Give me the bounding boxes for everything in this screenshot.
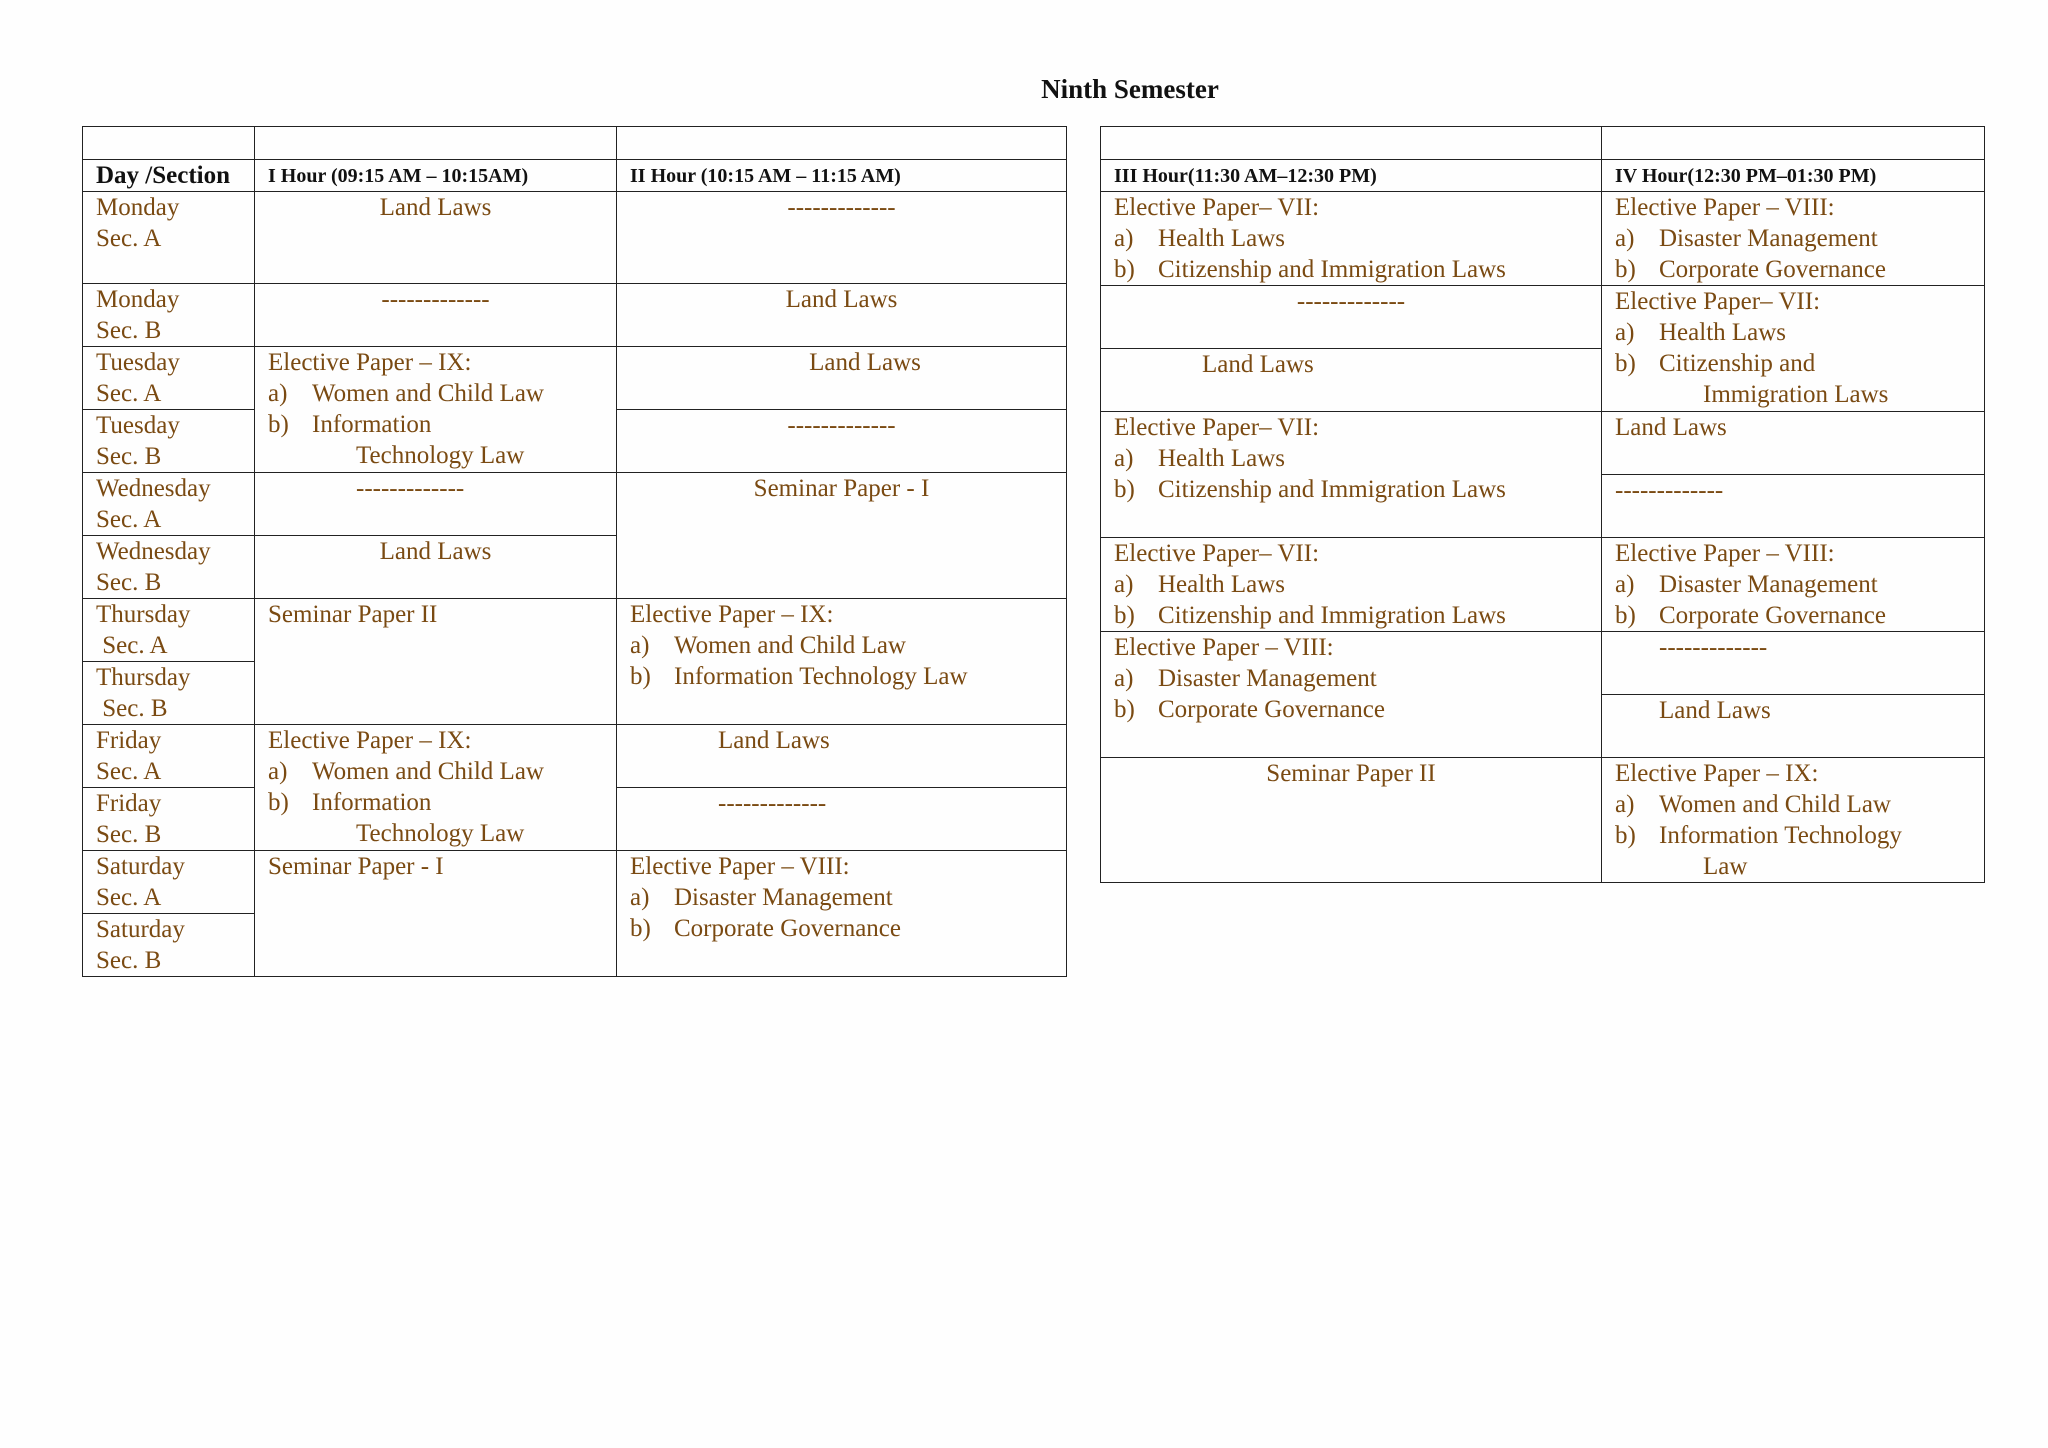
list-item: Health Laws — [1158, 225, 1286, 252]
table-row — [83, 851, 1067, 914]
list-marker: a) — [1114, 445, 1134, 472]
day-label: Tuesday Sec. B — [96, 412, 180, 470]
list-marker: a) — [268, 380, 288, 407]
elective-ix-cell — [255, 725, 617, 851]
day-section-header: Day /Section — [83, 160, 255, 192]
day-label: Saturday Sec. B — [96, 916, 185, 974]
empty-slot: ------------- — [787, 194, 896, 221]
elective-heading: Elective Paper – VIII: — [1615, 194, 1835, 221]
table-row — [83, 725, 1067, 788]
subject-seminar-1: Seminar Paper - I — [268, 853, 444, 880]
list-item: Disaster Management — [1659, 225, 1878, 252]
empty-slot: ------------- — [718, 790, 827, 817]
day-label: Wednesday Sec. B — [96, 538, 211, 596]
hour-3-header: III Hour(11:30 AM–12:30 PM) — [1101, 160, 1602, 192]
elective-heading: Elective Paper – IX: — [1615, 760, 1819, 787]
day-label: Friday Sec. A — [96, 727, 162, 785]
hour-1-header: I Hour (09:15 AM – 10:15AM) — [255, 160, 617, 192]
day-label: Friday Sec. B — [96, 790, 162, 848]
elective-vii-cell — [1101, 412, 1602, 538]
elective-vii-cell — [1101, 538, 1602, 632]
elective-vii-cell — [1602, 286, 1985, 412]
list-item: Citizenship and Immigration Laws — [1158, 476, 1506, 503]
list-marker: a) — [1615, 571, 1635, 598]
elective-ix-cell — [617, 599, 1067, 725]
list-marker: a) — [1114, 665, 1134, 692]
list-item: Health Laws — [1659, 319, 1787, 346]
list-marker: a) — [1615, 791, 1635, 818]
empty-slot: ------------- — [787, 412, 896, 439]
subject-land-laws: Land Laws — [1202, 351, 1314, 378]
list-marker: b) — [1615, 256, 1636, 283]
subject-seminar-2: Seminar Paper II — [268, 601, 438, 628]
list-marker: a) — [1114, 571, 1134, 598]
list-item: Health Laws — [1158, 445, 1286, 472]
list-item: Health Laws — [1158, 571, 1286, 598]
list-item: Women and Child Law — [1659, 791, 1891, 818]
table-row — [83, 284, 1067, 347]
elective-viii-cell — [1101, 632, 1602, 758]
day-label: Wednesday Sec. A — [96, 475, 211, 533]
list-marker: b) — [630, 915, 651, 942]
subject-land-laws: Land Laws — [718, 727, 830, 754]
elective-heading: Elective Paper– VII: — [1114, 414, 1320, 441]
elective-heading: Elective Paper – IX: — [630, 601, 834, 628]
day-label: Monday Sec. B — [96, 286, 180, 344]
list-item: Citizenship and Immigration Laws — [1158, 256, 1506, 283]
subject-land-laws: Land Laws — [379, 538, 492, 565]
subject-land-laws: Land Laws — [1659, 697, 1771, 724]
subject-land-laws: Land Laws — [785, 286, 898, 313]
list-item: Disaster Management — [1659, 571, 1878, 598]
list-marker: b) — [1114, 696, 1135, 723]
list-item: Corporate Governance — [1659, 256, 1886, 283]
list-marker: a) — [1615, 319, 1635, 346]
list-marker: b) — [1615, 822, 1636, 849]
elective-heading: Elective Paper– VII: — [1114, 194, 1320, 221]
elective-vii-cell — [1101, 192, 1602, 286]
blank-row — [1101, 127, 1985, 160]
list-item: Disaster Management — [674, 884, 893, 911]
list-item: Information — [312, 789, 432, 816]
list-item-continuation: Immigration Laws — [1703, 381, 1889, 408]
list-item: Information Technology Law — [674, 663, 968, 690]
list-marker: b) — [1114, 476, 1135, 503]
elective-heading: Elective Paper– VII: — [1114, 540, 1320, 567]
day-label: Tuesday Sec. A — [96, 349, 180, 407]
day-label: Thursday Sec. B — [96, 664, 191, 722]
list-item: Women and Child Law — [312, 758, 544, 785]
elective-heading: Elective Paper – VIII: — [1615, 540, 1835, 567]
subject-land-laws: Land Laws — [1615, 414, 1727, 441]
table-row — [1101, 412, 1985, 475]
subject-seminar-1: Seminar Paper - I — [753, 475, 930, 502]
list-marker: a) — [1114, 225, 1134, 252]
elective-viii-cell — [1602, 538, 1985, 632]
list-item-continuation: Law — [1703, 853, 1748, 880]
blank-row — [83, 127, 1067, 160]
timetable-left — [82, 126, 1067, 977]
page-title: Ninth Semester — [1041, 74, 1219, 104]
table-row — [83, 347, 1067, 410]
elective-heading: Elective Paper – IX: — [268, 349, 472, 376]
list-marker: b) — [268, 789, 289, 816]
elective-heading: Elective Paper – VIII: — [1114, 634, 1334, 661]
table-row — [83, 192, 1067, 284]
day-label: Monday Sec. A — [96, 194, 180, 252]
list-marker: b) — [268, 411, 289, 438]
list-marker: a) — [630, 884, 650, 911]
subject-seminar-2: Seminar Paper II — [1266, 760, 1436, 787]
elective-ix-cell — [255, 347, 617, 473]
list-item: Information — [312, 411, 432, 438]
list-marker: a) — [268, 758, 288, 785]
table-row — [83, 599, 1067, 662]
subject-land-laws: Land Laws — [809, 349, 921, 376]
elective-viii-cell — [1602, 192, 1985, 286]
empty-slot: ------------- — [356, 475, 465, 502]
day-label: Thursday Sec. A — [96, 601, 191, 659]
list-item: Corporate Governance — [674, 915, 901, 942]
list-marker: b) — [1114, 602, 1135, 629]
list-item: Information Technology — [1659, 822, 1902, 849]
empty-slot: ------------- — [1659, 634, 1768, 661]
list-item-continuation: Technology Law — [356, 442, 525, 469]
day-label: Saturday Sec. A — [96, 853, 185, 911]
list-item: Citizenship and — [1659, 350, 1816, 377]
elective-heading: Elective Paper– VII: — [1615, 288, 1821, 315]
table-row — [1101, 286, 1985, 349]
list-item: Women and Child Law — [674, 632, 906, 659]
timetable-right — [1100, 126, 1985, 883]
list-marker: b) — [1615, 602, 1636, 629]
list-item: Corporate Governance — [1659, 602, 1886, 629]
header-row — [1101, 160, 1985, 192]
hour-2-header: II Hour (10:15 AM – 11:15 AM) — [617, 160, 1067, 192]
list-marker: a) — [1615, 225, 1635, 252]
empty-slot: ------------- — [1296, 288, 1406, 315]
list-item: Disaster Management — [1158, 665, 1377, 692]
table-row — [83, 473, 1067, 536]
list-marker: b) — [630, 663, 651, 690]
list-item: Corporate Governance — [1158, 696, 1385, 723]
list-item-continuation: Technology Law — [356, 820, 525, 847]
list-item: Citizenship and Immigration Laws — [1158, 602, 1506, 629]
list-marker: b) — [1114, 256, 1135, 283]
elective-heading: Elective Paper – IX: — [268, 727, 472, 754]
empty-slot: ------------- — [381, 286, 490, 313]
subject-land-laws: Land Laws — [379, 194, 492, 221]
list-marker: a) — [630, 632, 650, 659]
list-item: Women and Child Law — [312, 380, 544, 407]
elective-heading: Elective Paper – VIII: — [630, 853, 850, 880]
elective-viii-cell — [617, 851, 1067, 977]
hour-4-header: IV Hour(12:30 PM–01:30 PM) — [1602, 160, 1985, 192]
list-marker: b) — [1615, 350, 1636, 377]
header-row — [83, 160, 1067, 192]
elective-ix-cell — [1602, 758, 1985, 883]
table-row — [1101, 632, 1985, 695]
empty-slot: ------------- — [1615, 477, 1724, 504]
